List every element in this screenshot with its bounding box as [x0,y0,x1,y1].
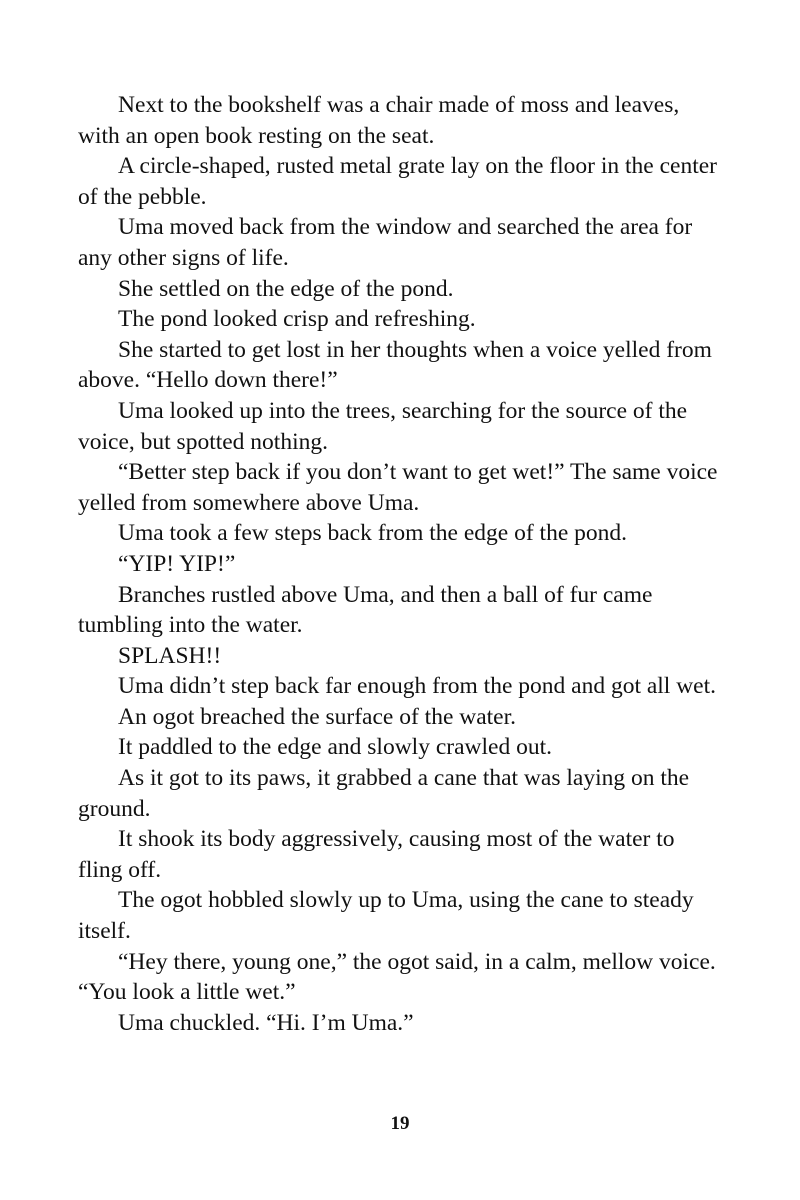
paragraph: Uma took a few steps back from the edge of the pond. [118,520,628,547]
paragraph: Uma looked up into the trees, searching for the source of the voice, but spotted nothing. [78,397,688,455]
paragraph: “YIP! YIP!” [118,550,236,577]
paragraph: She settled on the edge of the pond. [118,275,454,302]
body-text [78,90,718,1038]
paragraph: It shook its body aggressively, causing most of the water to fling off. [78,826,675,883]
paragraph: “Hey there, young one,” the ogot said, in a calm, mellow voice. “You look a little wet.” [78,948,716,1006]
paragraph: Branches rustled above Uma, and then a ball of fur came tumbling into the water. [78,581,653,639]
paragraph: It paddled to the edge and slowly crawled out. [118,734,552,761]
paragraph: “Better step back if you don’t want to get wet!” The same voice yelled from somewhere above Uma. [78,459,718,516]
paragraph: Uma chuckled. “Hi. I’m Uma.” [118,1009,414,1036]
paragraph: An ogot breached the surface of the water. [118,703,517,730]
paragraph: Uma didn’t step back far enough from the pond and got all wet. [118,673,717,700]
paragraph: The ogot hobbled slowly up to Uma, using the cane to steady itself. [78,887,694,945]
paragraph: As it got to its paws, it grabbed a cane that was laying on the ground. [78,765,690,822]
paragraph: Uma moved back from the window and searched the area for any other signs of life. [78,214,693,271]
page-number: 19 [390,1113,410,1134]
paragraph: She started to get lost in her thoughts when a voice yelled from above. “Hello down there!” [78,336,712,394]
paragraph: Next to the bookshelf was a chair made of moss and leaves, with an open book resting on the seat. [78,92,680,149]
paragraph: A circle-shaped, rusted metal grate lay on the floor in the center of the pebble. [78,153,718,210]
paragraph: SPLASH!! [118,642,222,669]
paragraph: The pond looked crisp and refreshing. [118,306,476,333]
